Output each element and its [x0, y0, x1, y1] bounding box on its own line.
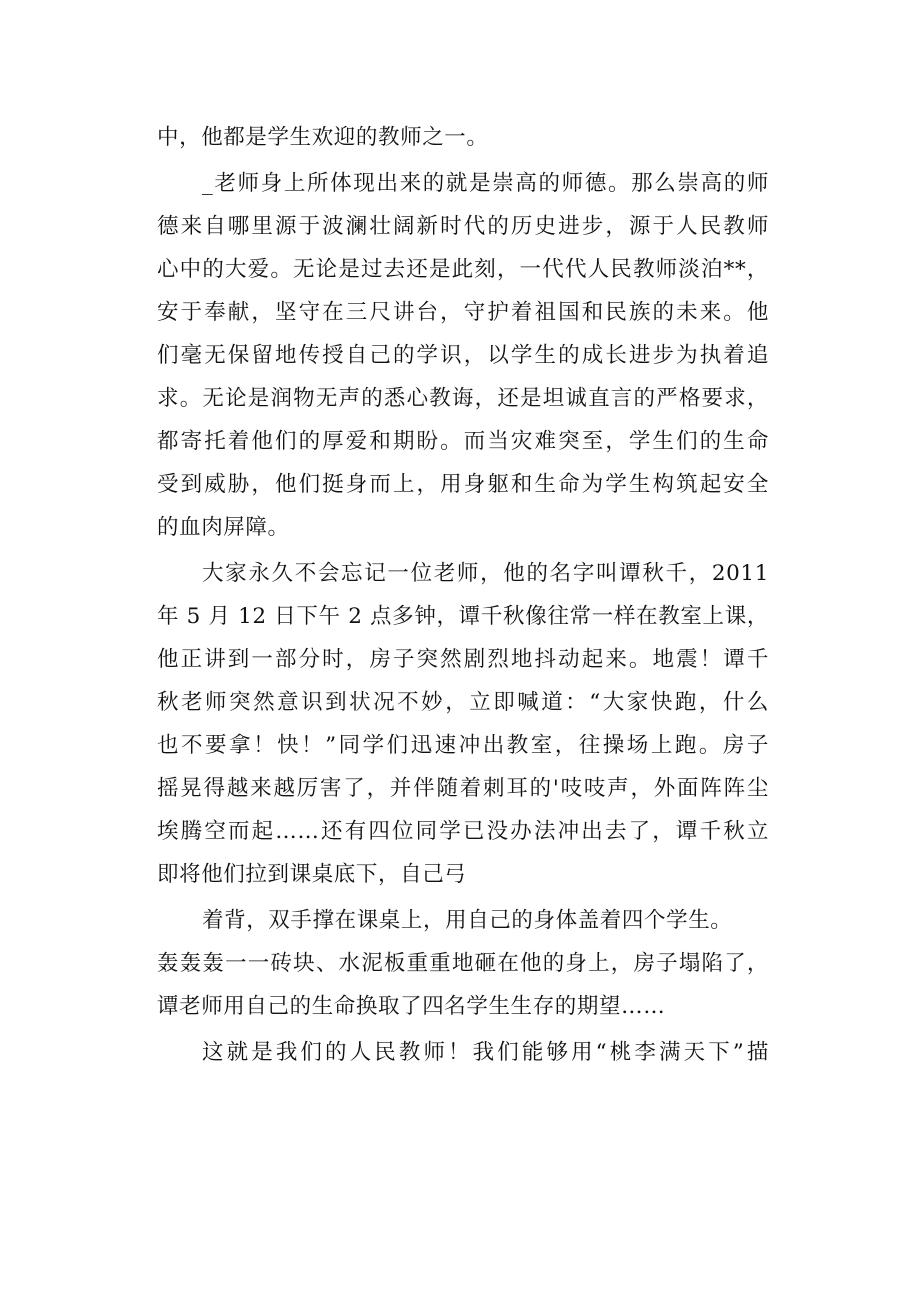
paragraph-1 [157, 116, 769, 159]
text-line: 谭老师用自己的生命换取了四名学生生存的期望…… [157, 994, 666, 1019]
text-line: 心中的大爱。无论是过去还是此刻，一代代人民教师淡泊**， [157, 257, 769, 282]
text-line: 着背，双手撑在课桌上，用自己的身体盖着四个学生。 [202, 908, 733, 933]
text-line: 都寄托着他们的厚爱和期盼。而当灾难突至，学生们的生命 [157, 429, 769, 454]
text-line: 大家永久不会忘记一位老师，他的名字叫谭秋千，2011 [202, 561, 769, 586]
text-line: 求。无论是润物无声的悉心教诲，还是坦诚直言的严格要求， [157, 386, 769, 411]
text-line: 秋老师突然意识到状况不妙，立即喊道：“大家快跑，什么 [157, 690, 769, 715]
text-line: 即将他们拉到课桌底下，自己弓 [157, 862, 467, 887]
paragraph-2 [157, 162, 769, 549]
text-line: 他正讲到一部分时，房子突然剧烈地抖动起来。地震！谭千 [157, 647, 769, 672]
paragraph-5 [157, 1031, 769, 1074]
text-line: 轰轰轰一一砖块、水泥板重重地砸在他的身上，房子塌陷了， [157, 951, 769, 976]
text-line: _老师身上所体现出来的就是崇高的师德。那么崇高的师 [202, 171, 769, 196]
text-line: 埃腾空而起……还有四位同学已没办法冲出去了，谭千秋立 [157, 819, 769, 844]
paragraph-3 [157, 552, 769, 896]
text-line: 安于奉献，坚守在三尺讲台，守护着祖国和民族的未来。他 [157, 300, 769, 325]
text-line: 中，他都是学生欢迎的教师之一。 [157, 125, 489, 150]
text-line: 德来自哪里源于波澜壮阔新时代的历史进步，源于人民教师 [157, 214, 769, 239]
text-line: 们毫无保留地传授自己的学识，以学生的成长进步为执着追 [157, 343, 769, 368]
text-line: 这就是我们的人民教师！我们能够用“桃李满天下”描 [202, 1040, 769, 1065]
body-text [157, 116, 769, 1074]
text-line: 年 5 月 12 日下午 2 点多钟，谭千秋像往常一样在教室上课， [157, 604, 769, 629]
text-line: 受到威胁，他们挺身而上，用身躯和生命为学生构筑起安全 [157, 472, 769, 497]
text-line: 的血肉屏障。 [157, 515, 290, 540]
text-line: 也不要拿！快！”同学们迅速冲出教室，往操场上跑。房子 [157, 733, 769, 758]
text-line: 摇晃得越来越厉害了，并伴随着刺耳的'吱吱声，外面阵阵尘 [157, 776, 769, 801]
paragraph-4 [157, 899, 769, 1028]
